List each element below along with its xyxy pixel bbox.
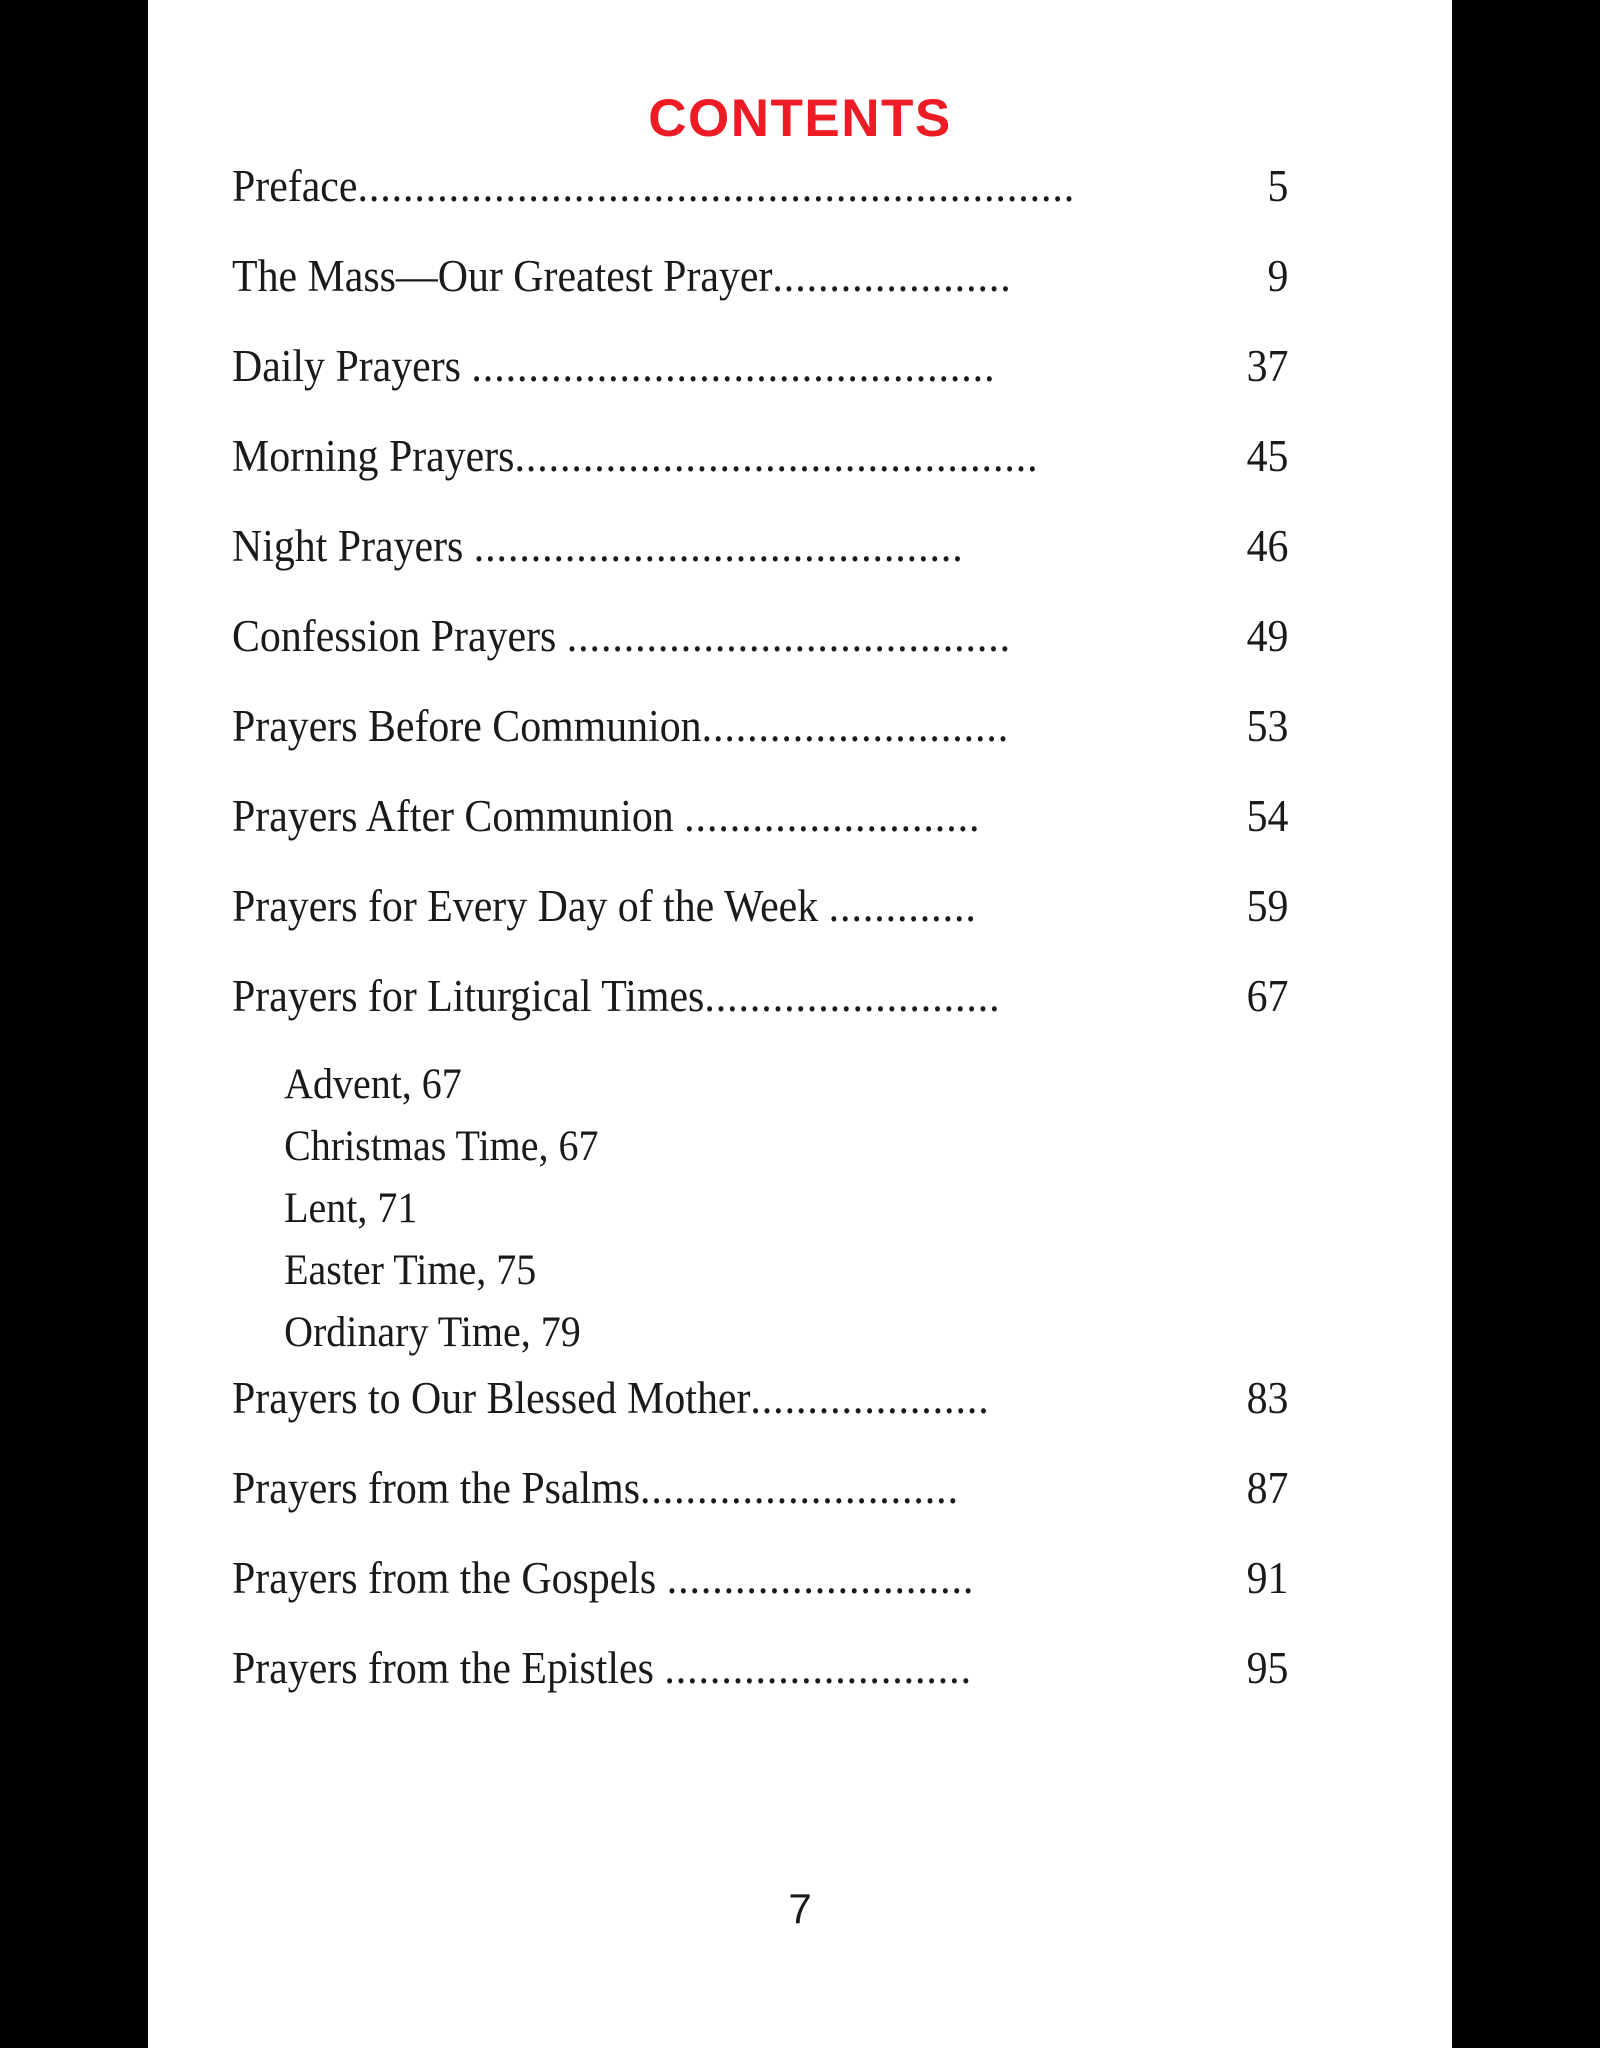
toc-entry-title: Prayers After Communion bbox=[232, 791, 685, 841]
toc-entry-title: Prayers from the Gospels bbox=[232, 1553, 667, 1603]
toc-page-number: 45 bbox=[1246, 431, 1289, 481]
toc-leader-dots: ..................... bbox=[750, 1373, 990, 1423]
toc-entry-title: Prayers for Liturgical Times bbox=[232, 971, 705, 1021]
toc-page-number: 54 bbox=[1246, 791, 1289, 841]
toc-entry[interactable] bbox=[232, 1462, 1288, 1552]
toc-subentry-group bbox=[232, 1054, 1368, 1364]
toc-leader-dots: ............................................................... bbox=[357, 161, 1076, 211]
toc-leader-dots: ....................................... bbox=[566, 611, 1012, 661]
letterbox-bar-right bbox=[1452, 0, 1600, 2048]
toc-leader-dots: ........................... bbox=[664, 1643, 972, 1693]
toc-subentry[interactable]: Advent, 67 bbox=[284, 1061, 462, 1108]
toc-subentry[interactable]: Christmas Time, 67 bbox=[284, 1123, 599, 1170]
toc-entry-title: Night Prayers bbox=[232, 521, 474, 571]
toc-page-number: 46 bbox=[1246, 521, 1289, 571]
book-page bbox=[148, 0, 1452, 2048]
toc-entry[interactable] bbox=[232, 970, 1288, 1060]
toc-entry-title: Prayers from the Psalms bbox=[232, 1463, 640, 1513]
toc-leader-dots: .............................................. bbox=[514, 431, 1039, 481]
toc-entry-title: Morning Prayers bbox=[232, 431, 515, 481]
toc-entry[interactable] bbox=[232, 880, 1288, 970]
toc-entry-title: Confession Prayers bbox=[232, 611, 567, 661]
toc-entry-title: Daily Prayers bbox=[232, 341, 472, 391]
toc-entry[interactable] bbox=[232, 1552, 1288, 1642]
toc-page-number: 49 bbox=[1246, 611, 1289, 661]
toc-page-number: 87 bbox=[1246, 1463, 1289, 1513]
toc-page-number: 9 bbox=[1267, 251, 1289, 301]
toc-leader-dots: .......................... bbox=[704, 971, 1001, 1021]
toc-entry-title: Prayers from the Epistles bbox=[232, 1643, 665, 1693]
toc-leader-dots: ..................... bbox=[772, 251, 1012, 301]
toc-subentry[interactable]: Lent, 71 bbox=[284, 1185, 418, 1232]
table-of-contents-list bbox=[232, 160, 1368, 1732]
toc-page-number: 37 bbox=[1246, 341, 1289, 391]
toc-entry[interactable] bbox=[232, 1372, 1288, 1462]
toc-leader-dots: ............. bbox=[828, 881, 977, 931]
toc-subentry[interactable]: Ordinary Time, 79 bbox=[284, 1309, 581, 1356]
toc-entry[interactable] bbox=[232, 250, 1288, 340]
toc-leader-dots: ........................... bbox=[701, 701, 1010, 751]
toc-page-number: 83 bbox=[1246, 1373, 1289, 1423]
toc-entry[interactable] bbox=[232, 1642, 1288, 1732]
toc-page-number: 95 bbox=[1246, 1643, 1289, 1693]
toc-page-number: 53 bbox=[1246, 701, 1289, 751]
toc-leader-dots: ........................................... bbox=[473, 521, 964, 571]
toc-entry-title: Prayers to Our Blessed Mother bbox=[232, 1373, 751, 1423]
toc-entry[interactable] bbox=[232, 700, 1288, 790]
toc-leader-dots: ........................... bbox=[666, 1553, 975, 1603]
toc-leader-dots: .......................... bbox=[684, 791, 981, 841]
toc-entry[interactable] bbox=[232, 520, 1288, 610]
letterbox-bar-left bbox=[0, 0, 148, 2048]
toc-page-number: 59 bbox=[1246, 881, 1289, 931]
toc-entry[interactable] bbox=[232, 790, 1288, 880]
toc-page-number: 5 bbox=[1267, 161, 1289, 211]
toc-entry[interactable] bbox=[232, 160, 1288, 250]
toc-subentry[interactable]: Easter Time, 75 bbox=[284, 1247, 537, 1294]
page-title: CONTENTS bbox=[648, 89, 952, 148]
toc-page-number: 91 bbox=[1246, 1553, 1289, 1603]
toc-entry-title: Prayers for Every Day of the Week bbox=[232, 881, 829, 931]
page-folio-number: 7 bbox=[788, 1885, 812, 1932]
toc-page-number: 67 bbox=[1246, 971, 1289, 1021]
toc-entry-title: Prayers Before Communion bbox=[232, 701, 702, 751]
toc-entry[interactable] bbox=[232, 430, 1288, 520]
toc-leader-dots: .............................................. bbox=[471, 341, 996, 391]
toc-leader-dots: ............................ bbox=[639, 1463, 959, 1513]
toc-entry[interactable] bbox=[232, 610, 1288, 700]
toc-entry-title: Preface bbox=[232, 161, 358, 211]
toc-entry[interactable] bbox=[232, 340, 1288, 430]
toc-entry-title: The Mass—Our Greatest Prayer bbox=[232, 251, 773, 301]
